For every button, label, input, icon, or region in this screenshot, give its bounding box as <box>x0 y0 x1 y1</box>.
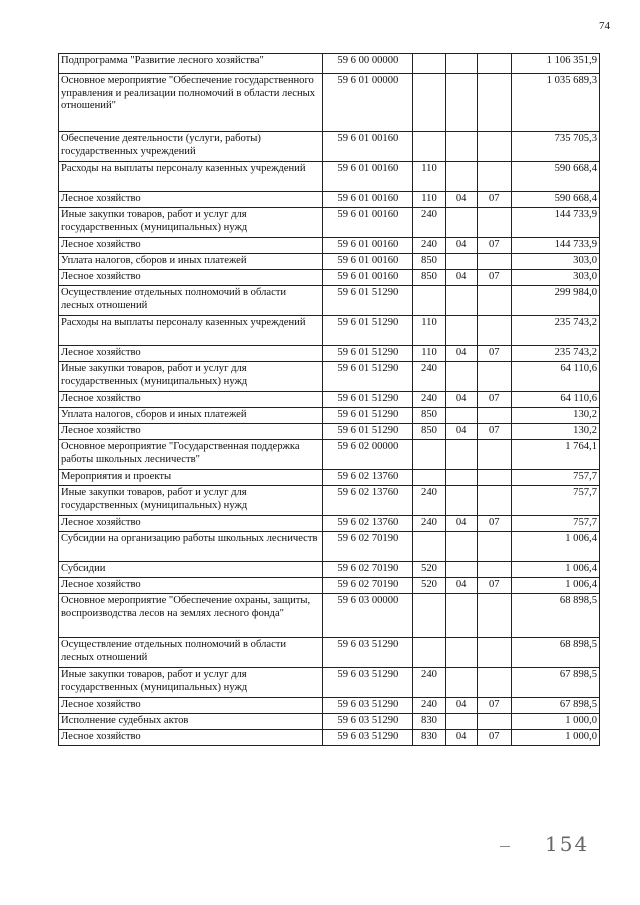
row-csr-code: 59 6 01 00160 <box>323 162 413 192</box>
row-section <box>445 316 477 346</box>
row-name: Иные закупки товаров, работ и услуг для государственных (муниципальных) нужд <box>59 668 323 698</box>
row-name: Лесное хозяйство <box>59 346 323 362</box>
row-name: Уплата налогов, сборов и иных платежей <box>59 254 323 270</box>
margin-dash <box>500 846 510 847</box>
row-amount: 1 035 689,3 <box>511 74 599 132</box>
row-name: Лесное хозяйство <box>59 238 323 254</box>
table-row <box>59 286 600 316</box>
row-subsection <box>477 132 511 162</box>
row-subsection <box>477 254 511 270</box>
row-amount: 67 898,5 <box>511 698 599 714</box>
row-name: Лесное хозяйство <box>59 698 323 714</box>
row-amount: 235 743,2 <box>511 316 599 346</box>
row-subsection <box>477 286 511 316</box>
row-subsection: 07 <box>477 578 511 594</box>
row-amount: 130,2 <box>511 408 599 424</box>
table-row <box>59 486 600 516</box>
row-section <box>445 532 477 562</box>
row-csr-code: 59 6 02 13760 <box>323 486 413 516</box>
row-subsection <box>477 208 511 238</box>
row-section: 04 <box>445 698 477 714</box>
row-section <box>445 254 477 270</box>
table-row <box>59 470 600 486</box>
row-name: Лесное хозяйство <box>59 516 323 532</box>
row-subsection <box>477 362 511 392</box>
row-section <box>445 132 477 162</box>
row-section <box>445 638 477 668</box>
row-expense-type <box>413 440 445 470</box>
row-csr-code: 59 6 02 70190 <box>323 532 413 562</box>
row-name: Подпрограмма "Развитие лесного хозяйства" <box>59 54 323 74</box>
row-csr-code: 59 6 03 00000 <box>323 594 413 638</box>
row-name: Лесное хозяйство <box>59 730 323 746</box>
table-row <box>59 54 600 74</box>
row-section: 04 <box>445 578 477 594</box>
row-expense-type: 850 <box>413 424 445 440</box>
table-row <box>59 132 600 162</box>
row-amount: 299 984,0 <box>511 286 599 316</box>
row-subsection <box>477 316 511 346</box>
table-row <box>59 238 600 254</box>
row-section <box>445 562 477 578</box>
table-row <box>59 638 600 668</box>
row-amount: 1 006,4 <box>511 578 599 594</box>
row-expense-type: 240 <box>413 208 445 238</box>
table-row <box>59 594 600 638</box>
table-row <box>59 362 600 392</box>
row-amount: 757,7 <box>511 486 599 516</box>
row-amount: 144 733,9 <box>511 208 599 238</box>
row-amount: 235 743,2 <box>511 346 599 362</box>
row-subsection: 07 <box>477 392 511 408</box>
table-row <box>59 698 600 714</box>
row-section <box>445 74 477 132</box>
row-amount: 1 000,0 <box>511 714 599 730</box>
row-subsection <box>477 714 511 730</box>
table-row <box>59 440 600 470</box>
row-expense-type: 520 <box>413 562 445 578</box>
row-csr-code: 59 6 01 00000 <box>323 74 413 132</box>
row-csr-code: 59 6 01 51290 <box>323 392 413 408</box>
row-subsection <box>477 668 511 698</box>
row-name: Иные закупки товаров, работ и услуг для государственных (муниципальных) нужд <box>59 208 323 238</box>
table-row <box>59 346 600 362</box>
row-section <box>445 362 477 392</box>
row-csr-code: 59 6 02 70190 <box>323 578 413 594</box>
row-amount: 1 000,0 <box>511 730 599 746</box>
table-row <box>59 392 600 408</box>
row-subsection <box>477 562 511 578</box>
row-name: Основное мероприятие "Обеспечение государственного управления и реализации полномочий в области лесных отношений" <box>59 74 323 132</box>
row-name: Расходы на выплаты персоналу казенных учреждений <box>59 316 323 346</box>
row-name: Уплата налогов, сборов и иных платежей <box>59 408 323 424</box>
row-expense-type <box>413 132 445 162</box>
row-expense-type: 240 <box>413 516 445 532</box>
table-row <box>59 424 600 440</box>
row-amount: 735 705,3 <box>511 132 599 162</box>
row-name: Субсидии <box>59 562 323 578</box>
table-row <box>59 316 600 346</box>
row-subsection <box>477 54 511 74</box>
row-name: Лесное хозяйство <box>59 192 323 208</box>
table-row <box>59 162 600 192</box>
row-amount: 64 110,6 <box>511 362 599 392</box>
table-row <box>59 730 600 746</box>
row-csr-code: 59 6 03 51290 <box>323 668 413 698</box>
row-csr-code: 59 6 01 00160 <box>323 132 413 162</box>
row-section <box>445 668 477 698</box>
row-expense-type: 830 <box>413 714 445 730</box>
row-subsection <box>477 486 511 516</box>
row-expense-type: 110 <box>413 162 445 192</box>
table-row <box>59 516 600 532</box>
row-csr-code: 59 6 01 00160 <box>323 238 413 254</box>
row-section <box>445 408 477 424</box>
table-row <box>59 208 600 238</box>
row-expense-type: 240 <box>413 392 445 408</box>
row-csr-code: 59 6 01 51290 <box>323 408 413 424</box>
page-number: 74 <box>599 20 610 32</box>
row-subsection <box>477 532 511 562</box>
row-csr-code: 59 6 03 51290 <box>323 714 413 730</box>
sheet-stamp-number: 154 <box>545 832 590 856</box>
row-csr-code: 59 6 01 00160 <box>323 254 413 270</box>
row-section <box>445 286 477 316</box>
row-section <box>445 208 477 238</box>
row-subsection <box>477 638 511 668</box>
row-subsection: 07 <box>477 516 511 532</box>
row-amount: 130,2 <box>511 424 599 440</box>
row-csr-code: 59 6 02 13760 <box>323 470 413 486</box>
row-name: Основное мероприятие "Государственная поддержка работы школьных лесничеств" <box>59 440 323 470</box>
row-name: Обеспечение деятельности (услуги, работы) государственных учреждений <box>59 132 323 162</box>
row-expense-type: 110 <box>413 192 445 208</box>
row-section <box>445 440 477 470</box>
row-csr-code: 59 6 00 00000 <box>323 54 413 74</box>
row-csr-code: 59 6 03 51290 <box>323 638 413 668</box>
row-csr-code: 59 6 01 00160 <box>323 208 413 238</box>
row-expense-type: 240 <box>413 698 445 714</box>
row-section <box>445 470 477 486</box>
row-section: 04 <box>445 730 477 746</box>
row-expense-type <box>413 286 445 316</box>
row-amount: 1 006,4 <box>511 562 599 578</box>
row-csr-code: 59 6 02 13760 <box>323 516 413 532</box>
row-expense-type: 240 <box>413 238 445 254</box>
row-amount: 144 733,9 <box>511 238 599 254</box>
row-amount: 64 110,6 <box>511 392 599 408</box>
row-amount: 68 898,5 <box>511 638 599 668</box>
row-expense-type <box>413 594 445 638</box>
row-amount: 1 764,1 <box>511 440 599 470</box>
row-name: Мероприятия и проекты <box>59 470 323 486</box>
row-subsection <box>477 470 511 486</box>
budget-table-body <box>59 54 600 746</box>
row-section <box>445 714 477 730</box>
row-subsection: 07 <box>477 238 511 254</box>
row-subsection <box>477 74 511 132</box>
row-subsection: 07 <box>477 192 511 208</box>
row-expense-type: 520 <box>413 578 445 594</box>
row-name: Иные закупки товаров, работ и услуг для государственных (муниципальных) нужд <box>59 486 323 516</box>
row-expense-type: 850 <box>413 270 445 286</box>
row-expense-type: 240 <box>413 486 445 516</box>
row-csr-code: 59 6 02 70190 <box>323 562 413 578</box>
row-section: 04 <box>445 346 477 362</box>
row-name: Основное мероприятие "Обеспечение охраны, защиты, воспроизводства лесов на землях лесного фонда" <box>59 594 323 638</box>
row-subsection <box>477 408 511 424</box>
row-expense-type <box>413 532 445 562</box>
row-amount: 303,0 <box>511 254 599 270</box>
row-section <box>445 162 477 192</box>
row-expense-type: 110 <box>413 316 445 346</box>
row-expense-type <box>413 470 445 486</box>
row-csr-code: 59 6 01 00160 <box>323 192 413 208</box>
row-name: Лесное хозяйство <box>59 392 323 408</box>
row-name: Лесное хозяйство <box>59 578 323 594</box>
row-name: Осуществление отдельных полномочий в области лесных отношений <box>59 638 323 668</box>
row-csr-code: 59 6 01 00160 <box>323 270 413 286</box>
table-row <box>59 254 600 270</box>
budget-table <box>58 53 600 746</box>
table-row <box>59 578 600 594</box>
row-csr-code: 59 6 01 51290 <box>323 362 413 392</box>
row-expense-type: 240 <box>413 668 445 698</box>
row-name: Исполнение судебных актов <box>59 714 323 730</box>
row-section: 04 <box>445 192 477 208</box>
row-amount: 67 898,5 <box>511 668 599 698</box>
row-csr-code: 59 6 01 51290 <box>323 286 413 316</box>
row-csr-code: 59 6 03 51290 <box>323 698 413 714</box>
row-csr-code: 59 6 01 51290 <box>323 316 413 346</box>
row-expense-type: 240 <box>413 362 445 392</box>
row-section <box>445 594 477 638</box>
row-expense-type: 830 <box>413 730 445 746</box>
row-expense-type <box>413 54 445 74</box>
table-row <box>59 270 600 286</box>
row-amount: 590 668,4 <box>511 192 599 208</box>
row-subsection <box>477 162 511 192</box>
table-row <box>59 562 600 578</box>
row-section: 04 <box>445 270 477 286</box>
row-csr-code: 59 6 01 51290 <box>323 346 413 362</box>
row-amount: 303,0 <box>511 270 599 286</box>
table-row <box>59 408 600 424</box>
table-row <box>59 714 600 730</box>
row-section: 04 <box>445 516 477 532</box>
row-expense-type <box>413 638 445 668</box>
row-amount: 757,7 <box>511 516 599 532</box>
row-name: Лесное хозяйство <box>59 424 323 440</box>
row-section: 04 <box>445 238 477 254</box>
row-section: 04 <box>445 392 477 408</box>
row-amount: 1 006,4 <box>511 532 599 562</box>
row-expense-type <box>413 74 445 132</box>
row-subsection: 07 <box>477 698 511 714</box>
row-subsection: 07 <box>477 270 511 286</box>
row-subsection <box>477 440 511 470</box>
row-name: Расходы на выплаты персоналу казенных учреждений <box>59 162 323 192</box>
row-amount: 757,7 <box>511 470 599 486</box>
row-expense-type: 850 <box>413 254 445 270</box>
row-subsection: 07 <box>477 730 511 746</box>
row-expense-type: 850 <box>413 408 445 424</box>
row-amount: 590 668,4 <box>511 162 599 192</box>
row-csr-code: 59 6 01 51290 <box>323 424 413 440</box>
row-csr-code: 59 6 02 00000 <box>323 440 413 470</box>
row-name: Лесное хозяйство <box>59 270 323 286</box>
row-subsection: 07 <box>477 346 511 362</box>
row-name: Осуществление отдельных полномочий в области лесных отношений <box>59 286 323 316</box>
table-row <box>59 74 600 132</box>
row-subsection <box>477 594 511 638</box>
row-name: Субсидии на организацию работы школьных лесничеств <box>59 532 323 562</box>
row-amount: 1 106 351,9 <box>511 54 599 74</box>
row-section <box>445 54 477 74</box>
row-name: Иные закупки товаров, работ и услуг для государственных (муниципальных) нужд <box>59 362 323 392</box>
row-section <box>445 486 477 516</box>
row-expense-type: 110 <box>413 346 445 362</box>
table-row <box>59 192 600 208</box>
table-row <box>59 532 600 562</box>
table-row <box>59 668 600 698</box>
row-subsection: 07 <box>477 424 511 440</box>
row-csr-code: 59 6 03 51290 <box>323 730 413 746</box>
row-section: 04 <box>445 424 477 440</box>
row-amount: 68 898,5 <box>511 594 599 638</box>
